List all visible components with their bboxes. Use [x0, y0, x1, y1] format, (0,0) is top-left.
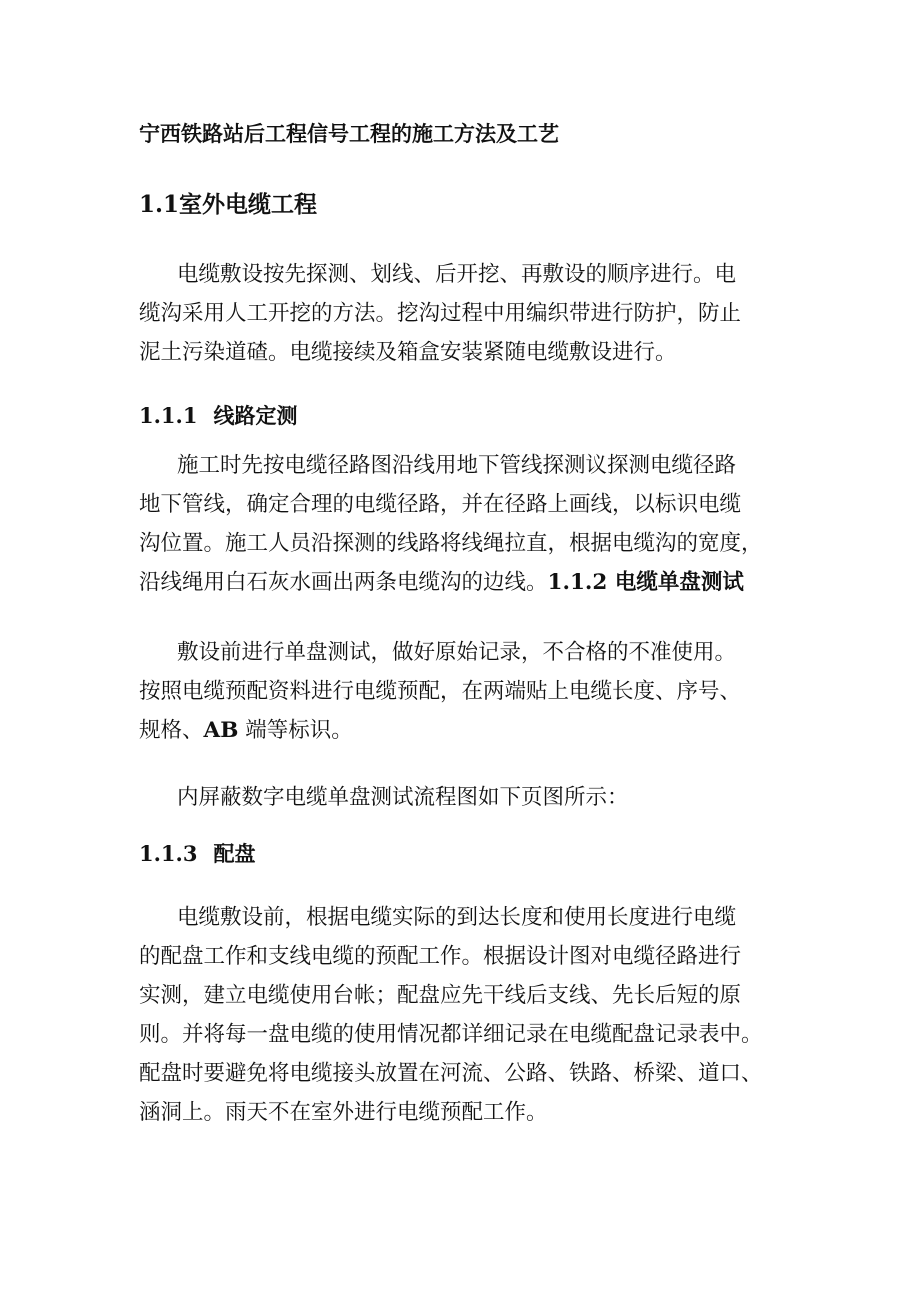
paragraph-line	[139, 563, 791, 602]
subsection-number: 1.1.3	[139, 841, 198, 866]
paragraph-line: 敷设前进行单盘测试，做好原始记录，不合格的不准使用。	[177, 640, 737, 665]
subsection-title: 配盘	[213, 841, 256, 866]
paragraph-line: 则。并将每一盘电缆的使用情况都详细记录在电缆配盘记录表中。	[139, 1022, 763, 1047]
paragraph-reel-allocation	[139, 898, 791, 1132]
paragraph-line: 沟位置。施工人员沿探测的线路将线绳拉直，根据电缆沟的宽度，	[139, 531, 763, 556]
paragraph-line: 缆沟采用人工开挖的方法。挖沟过程中用编织带进行防护，防止	[139, 301, 742, 326]
paragraph-line-text: 沿线绳用白石灰水画出两条电缆沟的边线。	[139, 570, 548, 595]
subsection-number: 1.1.1	[139, 403, 198, 428]
paragraph-line: 按照电缆预配资料进行电缆预配，在两端贴上电缆长度、序号、	[139, 679, 742, 704]
subsection-heading-1-1-1	[139, 400, 297, 430]
paragraph-line: 地下管线，确定合理的电缆径路，并在径路上画线，以标识电缆	[139, 492, 742, 517]
paragraph-line: 电缆敷设前，根据电缆实际的到达长度和使用长度进行电缆	[177, 905, 737, 930]
subsection-heading-1-1-2: 1.1.2 电缆单盘测试	[547, 570, 744, 595]
subsection-title: 线路定测	[213, 403, 298, 428]
paragraph-single-reel-test	[139, 633, 791, 750]
paragraph-line: 电缆敷设按先探测、划线、后开挖、再敷设的顺序进行。电	[177, 262, 737, 287]
paragraph-line-text: 规格、	[139, 718, 204, 743]
subsection-heading-1-1-3	[139, 838, 255, 868]
paragraph-line: 内屏蔽数字电缆单盘测试流程图如下页图所示：	[177, 785, 629, 810]
paragraph-line: 施工时先按电缆径路图沿线用地下管线探测议探测电缆径路	[177, 453, 737, 478]
paragraph-flowchart-note	[139, 778, 791, 817]
paragraph-line-text: 端等标识。	[238, 718, 353, 743]
paragraph-cable-laying	[139, 255, 791, 372]
paragraph-line: 的配盘工作和支线电缆的预配工作。根据设计图对电缆径路进行	[139, 944, 742, 969]
document-title: 宁西铁路站后工程信号工程的施工方法及工艺	[139, 121, 559, 146]
paragraph-line: 配盘时要避免将电缆接头放置在河流、公路、铁路、桥梁、道口、	[139, 1061, 763, 1086]
ab-label: AB	[203, 718, 239, 743]
paragraph-line: 涵洞上。雨天不在室外进行电缆预配工作。	[139, 1100, 548, 1125]
section-heading-1-1: 1.1室外电缆工程	[139, 191, 318, 218]
paragraph-line	[139, 711, 791, 750]
paragraph-line: 泥土污染道碴。电缆接续及箱盒安装紧随电缆敷设进行。	[139, 340, 677, 365]
paragraph-line: 实测，建立电缆使用台帐；配盘应先干线后支线、先长后短的原	[139, 983, 742, 1008]
paragraph-route-survey	[139, 446, 791, 602]
